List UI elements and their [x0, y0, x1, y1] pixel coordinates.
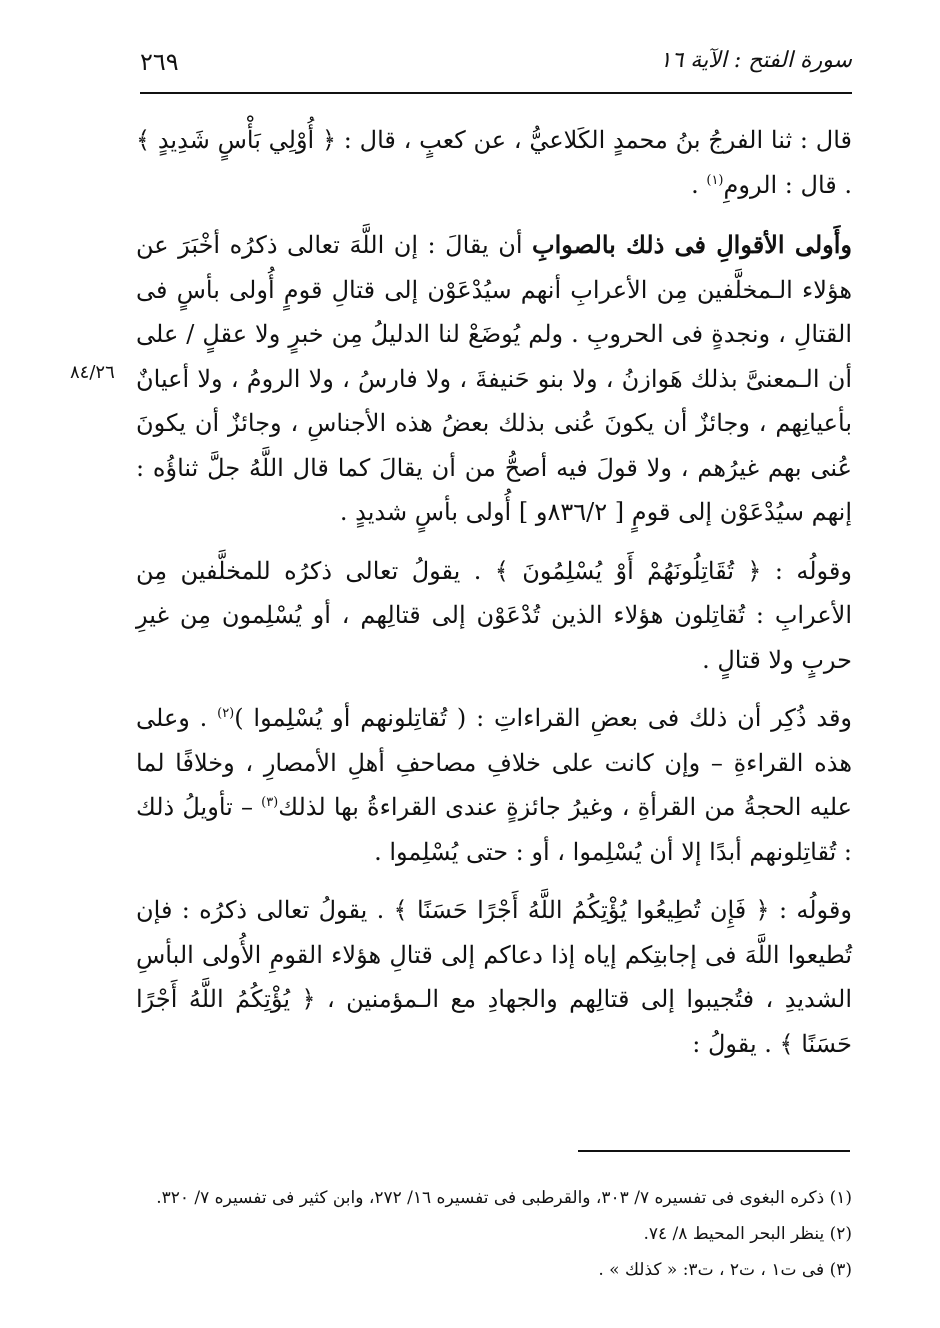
paragraph-4-text: وقد ذُكِر أن ذلك فى بعضِ القراءاتِ : ( تُقاتِلونهم أو يُسْلِموا ) — [234, 704, 853, 732]
paragraph-1-end: . — [691, 170, 699, 199]
main-text — [136, 118, 852, 1080]
paragraph-4 — [136, 696, 852, 874]
footnote-1: (١) ذكره البغوى فى تفسيره ٧/ ٣٠٣، والقرطبى فى تفسيره ١٦/ ٢٧٢، وابن كثير فى تفسيره ٧/ ٣٢٠. — [156, 1188, 852, 1208]
page-header — [140, 40, 852, 94]
paragraph-2-text: أن يقالَ : إن اللَّهَ تعالى ذكرُه أخْبَرَ عن هؤلاء الـمخلَّفين مِن الأعرابِ أنهم سيُدْعَوْن إلى قتالِ قومٍ أُولى بأسٍ فى القتالِ ، ونجدةٍ فى الحروبِ . ولم يُوضَعْ لنا الدليلُ مِن خبرٍ ولا عقلٍ / على أن الـمعنىَّ بذلك هَوازنُ ، ولا بنو حَنيفةَ ، ولا فارسُ ، ولا الرومُ ، ولا أعيانٌ بأعيانِهم ، وجائزٌ أن يكونَ عُنى بذلك بعضُ هذه الأجناسِ ، وجائزٌ أن يكونَ عُنى بهم غيرُهم ، ولا قولَ فيه أصحُّ من أن يقالَ كما قال اللَّهُ جلَّ ثناؤُه : إنهم سيُدْعَوْن إلى قومٍ [ ٨٣٦/٢و ] أُولى بأسٍ شديدٍ . — [136, 231, 852, 526]
header-rule — [140, 92, 852, 94]
margin-note: ٨٤/٢٦ — [70, 362, 115, 383]
footnote-ref-3: (٣) — [261, 795, 279, 810]
footnote-ref-2: (٢) — [217, 706, 235, 721]
page-number: ٢٦٩ — [140, 48, 179, 76]
paragraph-3-text: وقولُه : ﴿ تُقَاتِلُونَهُمْ أَوْ يُسْلِمُونَ ﴾ . يقولُ تعالى ذكرُه للمخلَّفين مِن الأعرابِ : تُقاتِلون هؤلاء الذين تُدْعَوْن إلى قتالِهم ، أو يُسْلِمون مِن غيرِ حربٍ ولا قتالٍ . — [136, 556, 852, 674]
paragraph-1 — [136, 118, 852, 207]
footnote-2: (٢) ينظر البحر المحيط ٨/ ٧٤. — [643, 1224, 852, 1244]
paragraph-5-text: وقولُه : ﴿ فَإِن تُطِيعُوا يُؤْتِكُمُ اللَّهُ أَجْرًا حَسَنًا ﴾ . يقولُ تعالى ذكرُه : فإن تُطيعوا اللَّهَ فى إجابتِكم إياه إذا دعاكم إلى قتالِ هؤلاء القومِ الأُولى البأسِ الشديدِ ، فتُجيبوا إلى قتالِهم والجهادِ مع الـمؤمنين ، ﴿ يُؤْتِكُمُ اللَّهُ أَجْرًا حَسَنًا ﴾ . يقولُ : — [136, 896, 852, 1058]
paragraph-3 — [136, 549, 852, 683]
footnotes — [136, 1180, 852, 1288]
footnote-3: (٣) فى ت١ ، ت٢ ، ت٣: « كذلك » . — [598, 1260, 852, 1280]
paragraph-4-rest: . وعلى هذه القراءةِ – وإن كانت على خلافِ مصاحفِ أهلِ الأمصارِ ، وخلافًا لما عليه الحجةُ من القرأةِ ، وغيرُ جائزةٍ عندى القراءةُ بها لذلك — [136, 704, 852, 821]
paragraph-4-end: – تأويلُ ذلك : تُقاتِلونهم أبدًا إلا أن يُسْلِموا ، أو : حتى يُسْلِموا . — [136, 793, 852, 866]
footnote-rule — [578, 1150, 850, 1152]
running-title: سورة الفتح : الآية ١٦ — [659, 48, 852, 73]
footnote-ref-1: (١) — [706, 172, 724, 188]
paragraph-5 — [136, 888, 852, 1066]
paragraph-2 — [136, 223, 852, 535]
paragraph-1-text: قال : ثنا الفرجُ بنُ محمدٍ الكَلاعيُّ ، عن كعبٍ ، قال : ﴿ أُوْلِي بَأْسٍ شَدِيدٍ ﴾ . قال : الرومِ — [136, 126, 853, 199]
paragraph-2-lead: وأَولى الأقوالِ فى ذلك بالصوابِ — [532, 230, 852, 259]
